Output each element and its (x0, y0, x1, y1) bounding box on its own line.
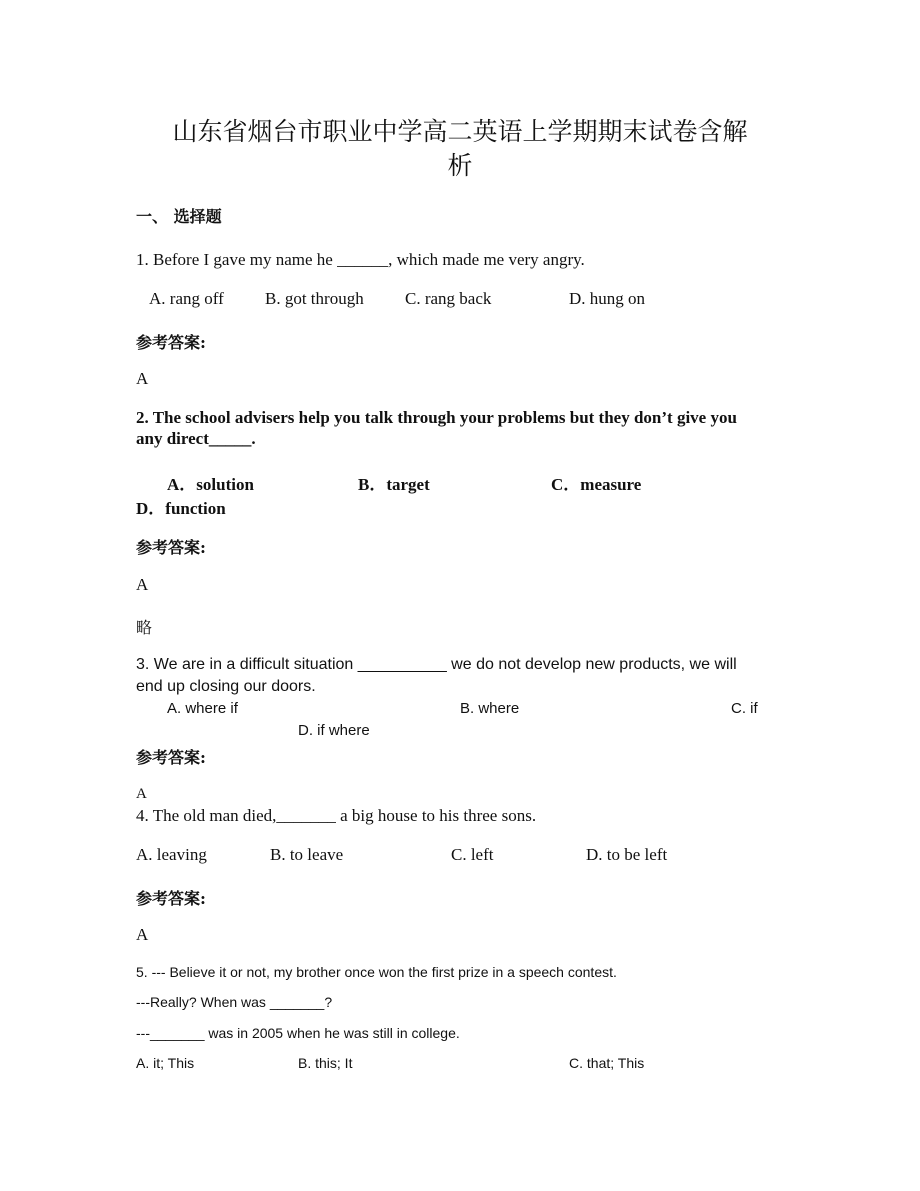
q2-option-c: C．measure (551, 475, 642, 494)
q1-option-b: B. got through (265, 289, 364, 308)
q2-note: 略 (136, 618, 153, 637)
q1-option-a: A. rang off (149, 289, 224, 308)
q4-stem: 4. The old man died,_______ a big house to his three sons. (136, 806, 537, 825)
q1-stem: 1. Before I gave my name he ______, which made me very angry. (136, 250, 585, 269)
q4-option-a: A. leaving (136, 845, 207, 864)
q4-option-c: C. left (451, 845, 494, 864)
q1-answer-label: 参考答案: (136, 333, 206, 352)
q3-option-d: D. if where (298, 722, 370, 739)
q3-answer: A (136, 786, 147, 802)
q3-answer-label: 参考答案: (136, 748, 206, 767)
page-title-line1: 山东省烟台市职业中学高二英语上学期期末试卷含解 (172, 117, 748, 146)
q4-option-b: B. to leave (270, 845, 344, 864)
q3-option-c: C. if (731, 700, 758, 717)
q5-line2: ---Really? When was _______? (136, 994, 333, 1010)
q1-answer: A (136, 369, 149, 388)
q5-line3: ---_______ was in 2005 when he was still in college. (136, 1025, 460, 1041)
q2-answer: A (136, 575, 149, 594)
q2-answer-label: 参考答案: (136, 538, 206, 557)
q2-stem-line1: 2. The school advisers help you talk through your problems but they don’t give you (136, 408, 737, 427)
q2-option-b: B．target (358, 475, 430, 494)
q3-option-b: B. where (460, 700, 520, 717)
q2-option-d: D．function (136, 499, 226, 518)
q3-option-a: A. where if (167, 700, 238, 717)
q4-option-d: D. to be left (586, 845, 668, 864)
q5-option-a: A. it; This (136, 1055, 195, 1071)
q5-line1: 5. --- Believe it or not, my brother once won the first prize in a speech contest. (136, 964, 617, 980)
q3-stem-line2: end up closing our doors. (136, 678, 316, 695)
section-heading: 一、 选择题 (136, 207, 222, 226)
q4-answer: A (136, 925, 149, 944)
q2-stem-line2: any direct_____. (136, 429, 256, 448)
q1-option-c: C. rang back (405, 289, 492, 308)
q5-option-c: C. that; This (569, 1055, 645, 1071)
q2-option-a: A．solution (167, 475, 254, 494)
q3-stem-line1: 3. We are in a difficult situation __________ we do not develop new products, we will (136, 656, 737, 673)
q4-answer-label: 参考答案: (136, 889, 206, 908)
page-title-line2: 析 (447, 151, 473, 180)
q1-option-d: D. hung on (569, 289, 646, 308)
q5-option-b: B. this; It (298, 1055, 353, 1071)
